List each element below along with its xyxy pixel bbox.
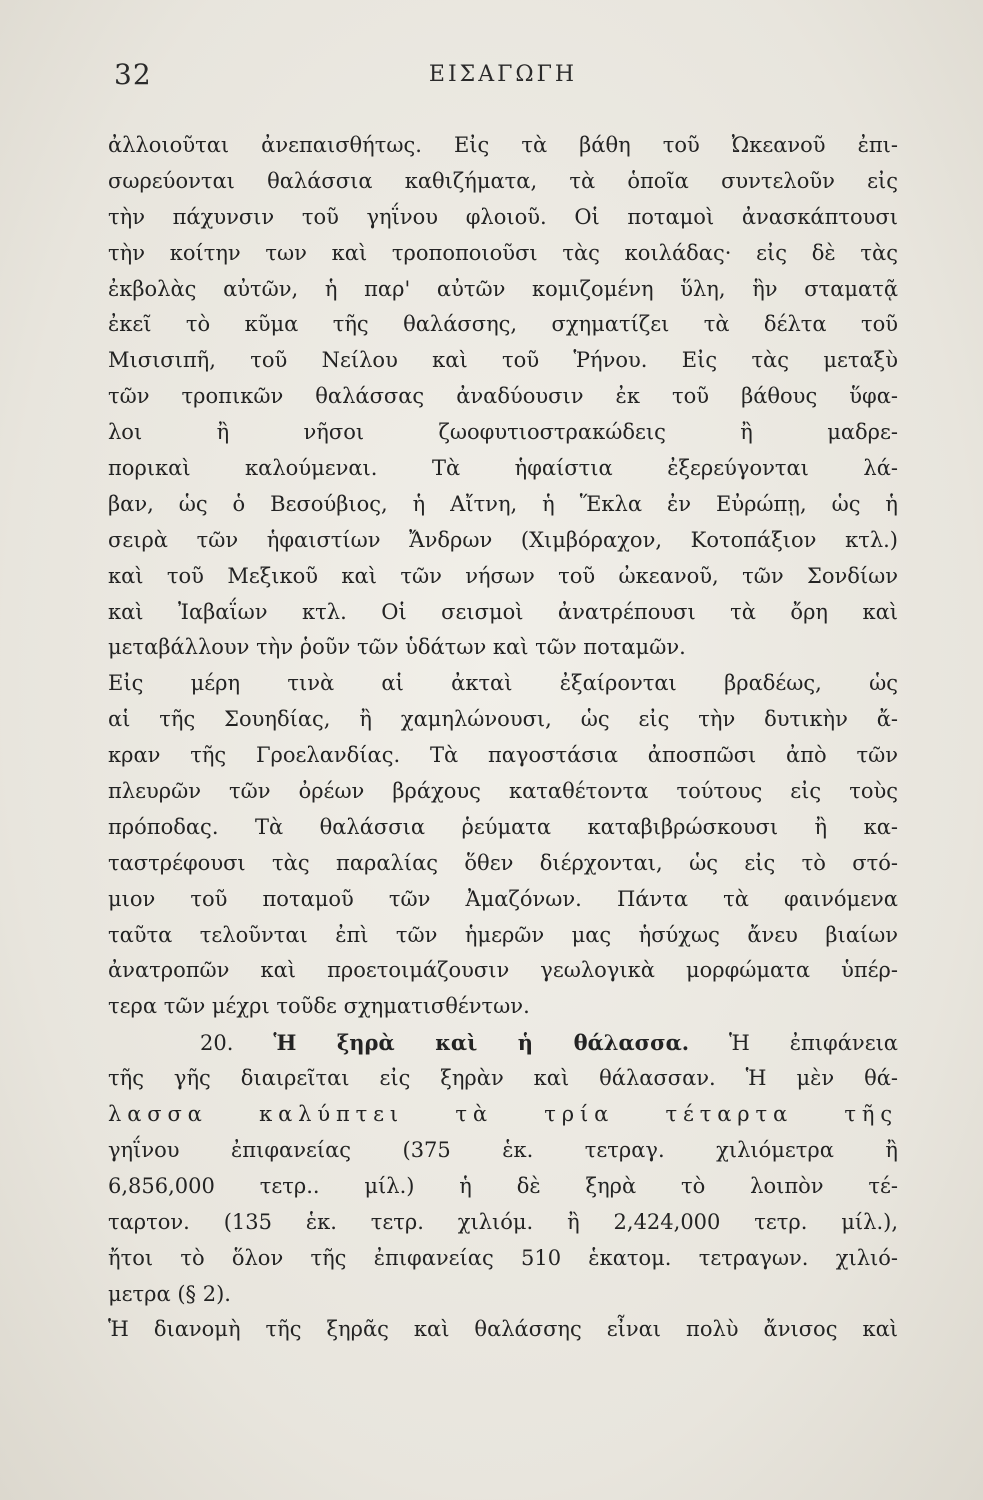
text-line: καὶ τοῦ Μεξικοῦ καὶ τῶν νήσων τοῦ ὠκεανοῦ, τῶν Σονδίων: [108, 563, 898, 588]
text-line: ἤτοι τὸ ὅλον τῆς ἐπιφανείας 510 ἑκατομ. τετραγων. χιλιό-: [108, 1245, 898, 1270]
text-line: ἐκβολὰς αὐτῶν, ἡ παρ' αὐτῶν κομιζομένη ὕλη, ἣν σταματᾷ: [108, 276, 898, 301]
text-line: μιον τοῦ ποταμοῦ τῶν Ἀμαζόνων. Πάντα τὰ φαινόμενα: [108, 886, 898, 911]
text-line: σειρὰ τῶν ἡφαιστίων Ἄνδρων (Χιμβόραχον, Κοτοπάξιον κτλ.): [108, 527, 898, 552]
page-number: 32: [114, 58, 152, 91]
text-line: πρόποδας. Τὰ θαλάσσια ῥεύματα καταβιβρώσκουσι ἢ κα-: [108, 814, 898, 839]
text-line: ταρτον. (135 ἑκ. τετρ. χιλιόμ. ἢ 2,424,000 τετρ. μίλ.),: [108, 1209, 898, 1234]
running-head: ΕΙΣΑΓΩΓΗ: [428, 62, 578, 87]
text-line: βαν, ὡς ὁ Βεσούβιος, ἡ Αἴτνη, ἡ Ἕκλα ἐν Εὐρώπῃ, ὡς ἡ: [108, 491, 898, 516]
text-line: σωρεύονται θαλάσσια καθιζήματα, τὰ ὁποῖα συντελοῦν εἰς: [108, 168, 898, 193]
text-line: ἀλλοιοῦται ἀνεπαισθήτως. Εἰς τὰ βάθη τοῦ Ὠκεανοῦ ἐπι-: [108, 133, 898, 157]
section-title: Ἡ ξηρὰ καὶ ἡ θάλασσα.: [273, 1030, 690, 1056]
text-line: ταῦτα τελοῦνται ἐπὶ τῶν ἡμερῶν μας ἡσύχως ἄνευ βιαίων: [108, 922, 898, 947]
text-line: ταστρέφουσι τὰς παραλίας ὅθεν διέρχονται, ὡς εἰς τὸ στό-: [108, 850, 898, 875]
text-line: τῶν τροπικῶν θαλάσσας ἀναδύουσιν ἐκ τοῦ βάθους ὕφα-: [108, 384, 898, 409]
page-header: [108, 58, 898, 98]
text-line: 6,856,000 τετρ.. μίλ.) ἡ δὲ ξηρὰ τὸ λοιπὸν τέ-: [108, 1173, 898, 1198]
text-line: γηΐνου ἐπιφανείας (375 ἑκ. τετραγ. χιλιόμετρα ἢ: [108, 1137, 898, 1162]
text-line: κραν τῆς Γροελανδίας. Τὰ παγοστάσια ἀποσπῶσι ἀπὸ τῶν: [108, 743, 898, 768]
text-line: πορικαὶ καλούμεναι. Τὰ ἡφαίστια ἐξερεύγονται λά-: [108, 456, 898, 481]
text-line: λοι ἢ νῆσοι ζωοφυτιοστρακώδεις ἢ μαδρε-: [108, 420, 898, 445]
text-line: λασσα καλύπτει τὰ τρία τέταρτα τῆς: [108, 1102, 898, 1127]
text-line: μεταβάλλουν τὴν ῥοῦν τῶν ὑδάτων καὶ τῶν ποταμῶν.: [108, 635, 686, 660]
text-line: τῆς γῆς διαιρεῖται εἰς ξηρὰν καὶ θάλασσαν. Ἡ μὲν θά-: [108, 1066, 898, 1091]
section-number: 20.: [200, 1031, 234, 1056]
text-line: μετρα (§ 2).: [108, 1281, 231, 1306]
text-line: Ἡ διανομὴ τῆς ξηρᾶς καὶ θαλάσσης εἶναι πολὺ ἄνισος καὶ: [108, 1317, 898, 1342]
text-line: τερα τῶν μέχρι τοῦδε σχηματισθέντων.: [108, 994, 530, 1019]
text-line: Εἰς μέρη τινὰ αἱ ἀκταὶ ἐξαίρονται βραδέως, ὡς: [108, 671, 898, 696]
text-line: αἱ τῆς Σουηδίας, ἢ χαμηλώνουσι, ὡς εἰς τὴν δυτικὴν ἄ-: [108, 707, 898, 732]
text-line: ἀνατροπῶν καὶ προετοιμάζουσιν γεωλογικὰ μορφώματα ὑπέρ-: [108, 958, 898, 983]
page-body: [108, 128, 898, 1348]
text-line: τὴν πάχυνσιν τοῦ γηΐνου φλοιοῦ. Οἱ ποταμοὶ ἀνασκάπτουσι: [108, 204, 898, 229]
text-line: καὶ Ἰαβαΐων κτλ. Οἱ σεισμοὶ ἀνατρέπουσι τὰ ὄρη καὶ: [108, 599, 898, 624]
section-heading-line: [108, 1025, 898, 1061]
text-line: ἐκεῖ τὸ κῦμα τῆς θαλάσσης, σχηματίζει τὰ δέλτα τοῦ: [108, 312, 898, 337]
section-lead-text: Ἡ ἐπιφάνεια: [729, 1031, 898, 1056]
text-line: πλευρῶν τῶν ὀρέων βράχους καταθέτοντα τούτους εἰς τοὺς: [108, 779, 898, 804]
text-line: Μισισιπῆ, τοῦ Νείλου καὶ τοῦ Ῥήνου. Εἰς τὰς μεταξὺ: [108, 348, 898, 373]
text-line: τὴν κοίτην των καὶ τροποποιοῦσι τὰς κοιλάδας· εἰς δὲ τὰς: [108, 240, 898, 265]
